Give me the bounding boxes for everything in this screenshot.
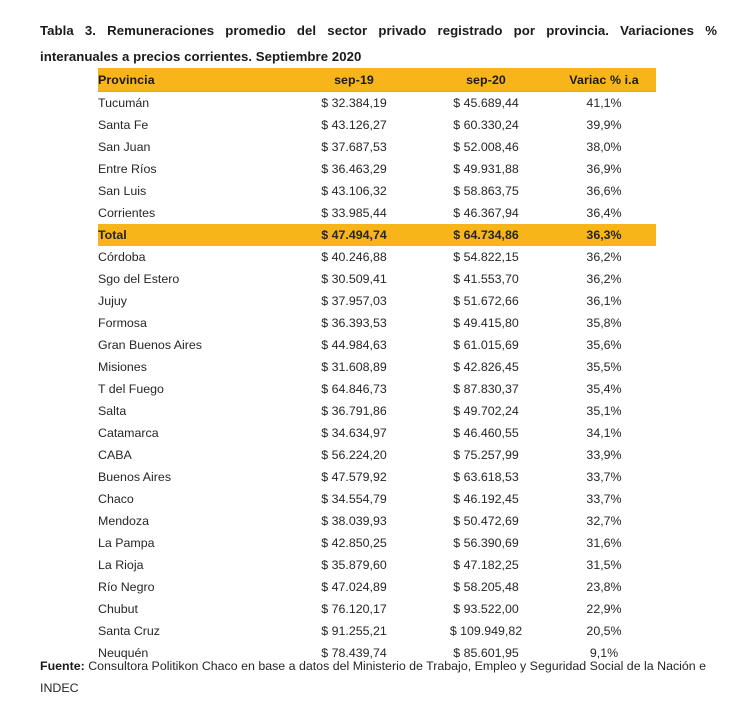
table-row xyxy=(98,576,656,598)
cell-variacion: 39,9% xyxy=(586,118,622,132)
cell-provincia: Chubut xyxy=(98,602,138,616)
table-header-row xyxy=(98,68,656,92)
table-container xyxy=(98,68,656,664)
cell-variacion: 23,8% xyxy=(586,580,622,594)
table-row xyxy=(98,246,656,268)
table-row xyxy=(98,444,656,466)
cell-sep19: $ 34.554,79 xyxy=(321,492,387,506)
cell-sep19: $ 36.393,53 xyxy=(321,316,387,330)
cell-sep19: $ 37.687,53 xyxy=(321,140,387,154)
cell-provincia: Total xyxy=(98,224,288,246)
source-note xyxy=(40,655,722,699)
table-row xyxy=(98,312,656,334)
table-row xyxy=(98,488,656,510)
cell-sep19: $ 36.463,29 xyxy=(321,162,387,176)
cell-sep19: $ 76.120,17 xyxy=(321,602,387,616)
table-row xyxy=(98,180,656,202)
table-row xyxy=(98,554,656,576)
cell-sep20: $ 56.390,69 xyxy=(453,536,519,550)
cell-sep19: $ 32.384,19 xyxy=(321,96,387,110)
column-header-sep20: sep-20 xyxy=(420,68,552,92)
cell-sep19: $ 91.255,21 xyxy=(321,624,387,638)
table-row xyxy=(98,510,656,532)
cell-sep20: $ 50.472,69 xyxy=(453,514,519,528)
cell-provincia: San Luis xyxy=(98,184,147,198)
cell-sep19: $ 43.126,27 xyxy=(321,118,387,132)
cell-sep20: $ 75.257,99 xyxy=(453,448,519,462)
cell-sep19: $ 64.846,73 xyxy=(321,382,387,396)
cell-provincia: Mendoza xyxy=(98,514,149,528)
cell-provincia: Córdoba xyxy=(98,250,146,264)
cell-sep20: $ 85.601,95 xyxy=(453,646,519,660)
cell-sep20: $ 46.367,94 xyxy=(453,206,519,220)
cell-sep19: $ 78.439,74 xyxy=(321,646,387,660)
cell-sep20: $ 46.192,45 xyxy=(453,492,519,506)
cell-variacion: 31,6% xyxy=(586,536,622,550)
table-row xyxy=(98,422,656,444)
cell-provincia: Chaco xyxy=(98,492,134,506)
cell-variacion: 35,4% xyxy=(586,382,622,396)
cell-variacion: 36,9% xyxy=(586,162,622,176)
table-row xyxy=(98,202,656,224)
cell-sep19: $ 38.039,93 xyxy=(321,514,387,528)
cell-variacion: 22,9% xyxy=(586,602,622,616)
cell-sep20: $ 58.863,75 xyxy=(453,184,519,198)
cell-provincia: Salta xyxy=(98,404,127,418)
table-row xyxy=(98,158,656,180)
cell-sep19: $ 36.791,86 xyxy=(321,404,387,418)
cell-provincia: Tucumán xyxy=(98,96,150,110)
cell-variacion: 33,9% xyxy=(586,448,622,462)
cell-provincia: Catamarca xyxy=(98,426,159,440)
cell-sep19: $ 47.494,74 xyxy=(288,224,420,246)
cell-sep20: $ 49.931,88 xyxy=(453,162,519,176)
table-row xyxy=(98,356,656,378)
cell-sep19: $ 40.246,88 xyxy=(321,250,387,264)
cell-variacion: 9,1% xyxy=(589,646,619,660)
cell-variacion: 36,1% xyxy=(586,294,622,308)
cell-variacion: 35,8% xyxy=(586,316,622,330)
cell-provincia: Formosa xyxy=(98,316,147,330)
table-row xyxy=(98,598,656,620)
page-title-line-2: interanuales a precios corrientes. Septiembre 2020 xyxy=(40,49,362,64)
cell-provincia: Santa Cruz xyxy=(98,624,160,638)
cell-sep20: $ 58.205,48 xyxy=(453,580,519,594)
cell-provincia: Sgo del Estero xyxy=(98,272,180,286)
table-row-total xyxy=(98,224,656,246)
cell-sep20: $ 49.415,80 xyxy=(453,316,519,330)
table-row xyxy=(98,620,656,642)
cell-sep20: $ 46.460,55 xyxy=(453,426,519,440)
cell-sep20: $ 51.672,66 xyxy=(453,294,519,308)
cell-variacion: 35,5% xyxy=(586,360,622,374)
cell-provincia: Jujuy xyxy=(98,294,127,308)
table-row xyxy=(98,532,656,554)
cell-sep20: $ 87.830,37 xyxy=(453,382,519,396)
cell-variacion: 36,2% xyxy=(586,272,622,286)
cell-variacion: 41,1% xyxy=(586,96,622,110)
cell-sep20: $ 109.949,82 xyxy=(449,624,523,638)
cell-sep20: $ 61.015,69 xyxy=(453,338,519,352)
cell-provincia: Misiones xyxy=(98,360,147,374)
cell-provincia: San Juan xyxy=(98,140,151,154)
cell-variacion: 36,3% xyxy=(552,224,656,246)
cell-sep19: $ 42.850,25 xyxy=(321,536,387,550)
cell-provincia: La Rioja xyxy=(98,558,144,572)
cell-sep20: $ 42.826,45 xyxy=(453,360,519,374)
cell-provincia: Gran Buenos Aires xyxy=(98,338,203,352)
cell-variacion: 32,7% xyxy=(586,514,622,528)
source-label: Fuente: xyxy=(40,659,85,673)
cell-provincia: Santa Fe xyxy=(98,118,149,132)
cell-sep19: $ 56.224,20 xyxy=(321,448,387,462)
cell-sep20: $ 49.702,24 xyxy=(453,404,519,418)
cell-provincia: Río Negro xyxy=(98,580,155,594)
cell-provincia: La Pampa xyxy=(98,536,155,550)
cell-sep19: $ 35.879,60 xyxy=(321,558,387,572)
cell-variacion: 36,6% xyxy=(586,184,622,198)
table-row xyxy=(98,114,656,136)
table-row xyxy=(98,290,656,312)
cell-sep20: $ 63.618,53 xyxy=(453,470,519,484)
cell-sep19: $ 47.579,92 xyxy=(321,470,387,484)
table-row xyxy=(98,400,656,422)
column-header-sep19: sep-19 xyxy=(288,68,420,92)
cell-variacion: 33,7% xyxy=(586,470,622,484)
column-header-variacion: Variac % i.a xyxy=(552,68,656,92)
cell-variacion: 38,0% xyxy=(586,140,622,154)
cell-sep20: $ 64.734,86 xyxy=(420,224,552,246)
cell-sep19: $ 30.509,41 xyxy=(321,272,387,286)
cell-sep19: $ 34.634,97 xyxy=(321,426,387,440)
page-title-line-1: Tabla 3. Remuneraciones promedio del sector privado registrado por provincia. Variaciones % xyxy=(40,23,717,38)
cell-sep20: $ 54.822,15 xyxy=(453,250,519,264)
table-row xyxy=(98,466,656,488)
cell-sep20: $ 41.553,70 xyxy=(453,272,519,286)
cell-variacion: 20,5% xyxy=(586,624,622,638)
cell-variacion: 35,6% xyxy=(586,338,622,352)
cell-variacion: 35,1% xyxy=(586,404,622,418)
cell-sep19: $ 33.985,44 xyxy=(321,206,387,220)
cell-sep19: $ 43.106,32 xyxy=(321,184,387,198)
cell-sep20: $ 47.182,25 xyxy=(453,558,519,572)
cell-provincia: Entre Ríos xyxy=(98,162,157,176)
cell-sep19: $ 47.024,89 xyxy=(321,580,387,594)
table-body xyxy=(98,92,656,664)
cell-variacion: 34,1% xyxy=(586,426,622,440)
cell-variacion: 36,2% xyxy=(586,250,622,264)
cell-sep20: $ 60.330,24 xyxy=(453,118,519,132)
page-title xyxy=(40,18,717,70)
cell-variacion: 31,5% xyxy=(586,558,622,572)
cell-provincia: Corrientes xyxy=(98,206,156,220)
cell-sep19: $ 37.957,03 xyxy=(321,294,387,308)
cell-variacion: 36,4% xyxy=(586,206,622,220)
cell-provincia: Neuquén xyxy=(98,646,149,660)
table-row xyxy=(98,136,656,158)
cell-sep19: $ 44.984,63 xyxy=(321,338,387,352)
remuneraciones-table xyxy=(98,68,656,664)
cell-sep20: $ 52.008,46 xyxy=(453,140,519,154)
table-row xyxy=(98,378,656,400)
table-header xyxy=(98,68,656,92)
cell-provincia: T del Fuego xyxy=(98,382,164,396)
column-header-provincia: Provincia xyxy=(98,68,288,92)
table-row xyxy=(98,92,656,114)
cell-provincia: Buenos Aires xyxy=(98,470,172,484)
cell-sep19: $ 31.608,89 xyxy=(321,360,387,374)
cell-sep20: $ 93.522,00 xyxy=(453,602,519,616)
cell-provincia: CABA xyxy=(98,448,132,462)
cell-variacion: 33,7% xyxy=(586,492,622,506)
table-row xyxy=(98,268,656,290)
cell-sep20: $ 45.689,44 xyxy=(453,96,519,110)
source-text: Consultora Politikon Chaco en base a datos del Ministerio de Trabajo, Empleo y Seguridad Social de la Nación e INDEC xyxy=(40,659,707,695)
table-row xyxy=(98,334,656,356)
